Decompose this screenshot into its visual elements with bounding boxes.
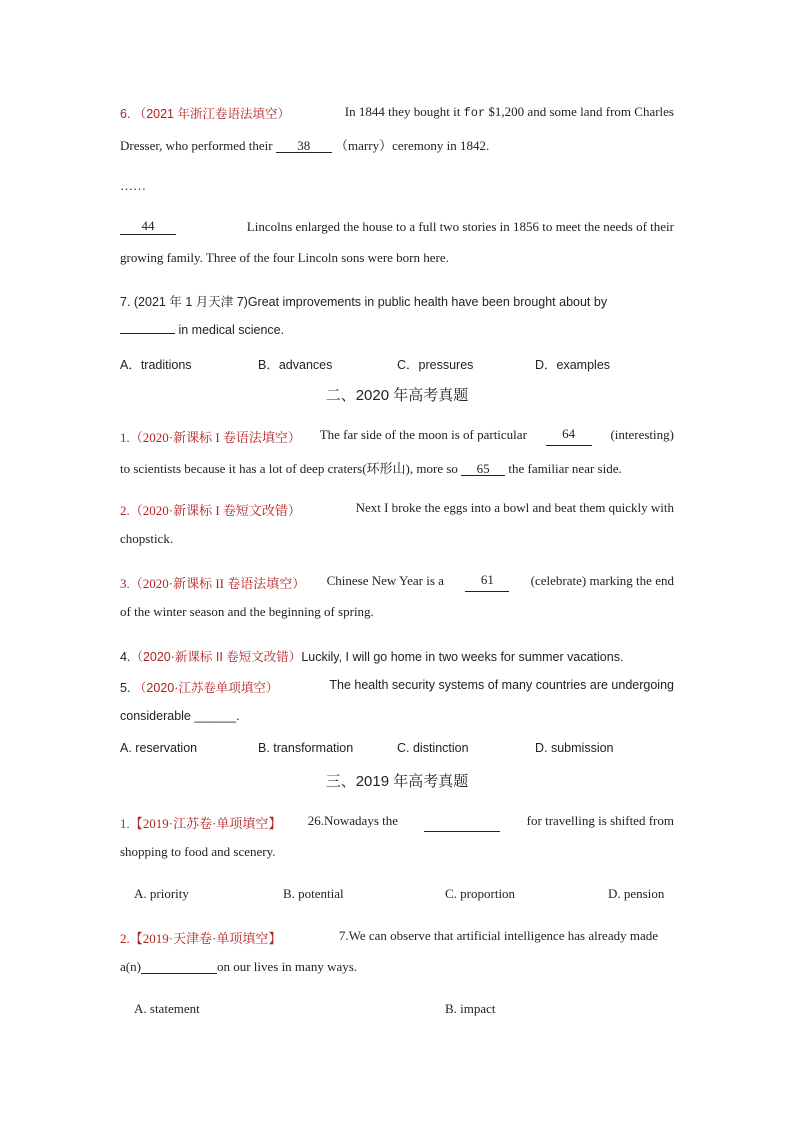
q7-option-a: A．traditions: [120, 358, 192, 372]
q6-number: 6.: [120, 107, 131, 121]
s3q1-source-tag: 1.【2019·江苏卷·单项填空】: [120, 816, 282, 831]
s3q2-source-tag: 2.【2019·天津卷·单项填空】: [120, 931, 282, 946]
q7-option-d: D．examples: [535, 358, 611, 372]
q6-line2-text-b: （marry）ceremony in 1842.: [335, 138, 490, 153]
s2q3-line2: of the winter season and the beginning of spring.: [120, 604, 374, 619]
s3q1-option-a: A. priority: [134, 886, 189, 901]
q6-text-b: $1,200 and some land from Charles: [488, 104, 674, 119]
q7-blank: [120, 333, 175, 334]
q6-line2-text: Dresser, who performed their: [120, 138, 273, 153]
s2q3-text: Chinese New Year is a: [326, 573, 444, 588]
q7-line2-text: in medical science.: [178, 323, 285, 337]
s3q1-option-b: B. potential: [283, 886, 344, 901]
q7-line2: [120, 323, 284, 337]
s2q1-line2: [120, 458, 622, 477]
q6-blank-44: 44: [120, 219, 176, 235]
q6-blank-38: 38: [276, 139, 332, 153]
s3q1-text: 26.Nowadays the: [307, 813, 399, 828]
s3q1-option-c: C. proportion: [445, 886, 516, 901]
q6-line3-text: Lincolns enlarged the house to a full two stories in 1856 to meet the needs of their: [246, 219, 674, 234]
s2q3-source-tag: 3.（2020·新课标 II 卷语法填空）: [120, 576, 306, 591]
q6-line3: [120, 219, 674, 235]
s2q1-line2-text-b: the familiar near side.: [508, 461, 622, 476]
s3q1-line1: [120, 813, 674, 832]
s3q1-text-b: for travelling is shifted from: [526, 813, 674, 828]
q6-line4: growing family. Three of the four Lincoln sons were born here.: [120, 250, 449, 265]
s3q2-text: 7.We can observe that artificial intelligence has already made: [338, 928, 658, 943]
q6-line2: [120, 135, 489, 154]
s3q1-line2: shopping to food and scenery.: [120, 844, 276, 859]
s2q4-source-tag: （2020·新课标 II 卷短文改错）: [130, 650, 302, 664]
s2q5-line1: [120, 678, 674, 696]
s2q5-option-b: B. transformation: [258, 741, 354, 755]
s3q2-option-a: A. statement: [134, 1001, 200, 1016]
s2q4-line1: [120, 647, 623, 665]
section-2020-heading: 二、2020 年高考真题: [325, 387, 469, 404]
s2q4-number: 4.: [120, 650, 131, 664]
s2q1-line1: [120, 427, 674, 446]
s3q2-option-b: B. impact: [445, 1001, 496, 1016]
q6-line1: [120, 104, 674, 122]
s3q2-line2-text-b: on our lives in many ways.: [216, 959, 358, 974]
s2q3-blank-61: 61: [465, 573, 509, 592]
s2q1-text-b: (interesting): [610, 427, 674, 442]
s2q5-option-a: A. reservation: [120, 741, 198, 755]
q6-source-tag: （2021 年浙江卷语法填空）: [133, 107, 290, 121]
section-2019-heading: 三、2019 年高考真题: [325, 773, 469, 790]
s2q4-text: Luckily, I will go home in two weeks for summer vacations.: [301, 650, 624, 664]
s2q5-source-tag: （2020·江苏卷单项填空）: [133, 681, 279, 695]
s3q2-line1: [120, 928, 658, 947]
q6-ellipsis: ……: [120, 178, 146, 193]
s2q5-option-c: C. distinction: [397, 741, 469, 755]
s2q5-text: The health security systems of many countries are undergoing: [329, 678, 674, 692]
s2q2-text: Next I broke the eggs into a bowl and beat them quickly with: [355, 500, 674, 515]
s2q2-line2: chopstick.: [120, 531, 174, 546]
s2q2-line1: [120, 500, 674, 519]
s3q2-line2-text: a(n): [120, 959, 141, 974]
s2q2-source-tag: 2.（2020·新课标 I 卷短文改错）: [120, 503, 301, 518]
s2q3-text-b: (celebrate) marking the end: [530, 573, 674, 588]
s2q1-source-tag: 1.（2020·新课标 I 卷语法填空）: [120, 430, 301, 445]
s3q2-line2: [120, 959, 357, 975]
q7-line1: 7. (2021 年 1 月天津 7)Great improvements in public health have been brought about by: [120, 295, 608, 309]
s2q5-line2: considerable ______.: [120, 709, 240, 723]
s3q1-blank: [424, 813, 500, 832]
q6-for-word: for: [463, 106, 486, 120]
s3q2-blank: [141, 960, 217, 974]
s2q1-blank-65: 65: [461, 462, 505, 476]
s2q1-blank-64: 64: [546, 427, 592, 446]
s3q1-option-d: D. pension: [608, 886, 665, 901]
q7-option-b: B．advances: [258, 358, 333, 372]
s2q5-number: 5.: [120, 681, 131, 695]
s2q1-line2-text: to scientists because it has a lot of deep craters(环形山), more so: [120, 461, 458, 476]
s2q1-text: The far side of the moon is of particular: [319, 427, 527, 442]
s2q3-line1: [120, 573, 674, 592]
q6-text: In 1844 they bought it: [344, 104, 461, 119]
s2q5-option-d: D. submission: [535, 741, 614, 755]
q7-option-c: C．pressures: [397, 358, 474, 372]
